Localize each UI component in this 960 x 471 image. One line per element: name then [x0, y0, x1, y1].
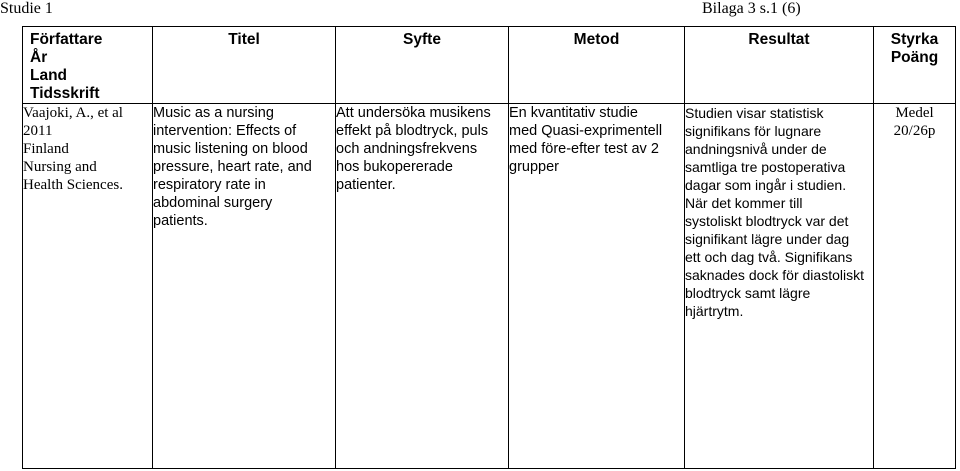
author-line: Vaajoki, A., et al [23, 105, 123, 121]
result-line: saknades dock för diastoliskt [685, 267, 864, 283]
method-line: En kvantitativ studie [509, 105, 638, 121]
purpose-line: hos bukopererade [336, 159, 453, 175]
journal-line: Health Sciences. [23, 177, 123, 193]
appendix-label: Bilaga 3 s.1 (6) [702, 0, 801, 17]
title-line: patients. [153, 213, 208, 229]
country-line: Finland [23, 141, 69, 157]
cell-method [509, 104, 685, 469]
method-line: grupper [509, 159, 559, 175]
title-line: Music as a nursing [153, 105, 274, 121]
purpose-line: och andningsfrekvens [336, 141, 478, 157]
title-line: abdominal surgery [153, 195, 273, 211]
year-line: 2011 [23, 123, 53, 139]
title-line: respiratory rate in [153, 177, 266, 193]
result-line: dagar som ingår i studien. [685, 177, 847, 193]
cell-purpose [336, 104, 509, 469]
header-score [874, 27, 956, 104]
purpose-line: patienter. [336, 177, 396, 193]
header-author-line: Författare [30, 31, 103, 48]
header-title: Titel [153, 27, 336, 104]
result-line: signifikant lägre under dag [685, 231, 850, 247]
title-line: pressure, heart rate, and [153, 159, 312, 175]
result-line: andningsnivå under de [685, 141, 827, 157]
header-year-line: År [30, 49, 48, 66]
score-points-line: 20/26p [893, 123, 936, 139]
table-row [23, 104, 956, 469]
cell-score [874, 104, 956, 469]
header-method: Metod [509, 27, 685, 104]
purpose-line: Att undersöka musikens [336, 105, 491, 121]
header-purpose: Syfte [336, 27, 509, 104]
result-line: systoliskt blodtryck var det [685, 213, 849, 229]
method-line: med före-efter test av 2 [509, 141, 659, 157]
result-line: När det kommer till [685, 195, 803, 211]
result-line: signifikans för lugnare [685, 123, 822, 139]
title-line: intervention: Effects of [153, 123, 297, 139]
header-journal-line: Tidsskrift [30, 85, 100, 102]
header-result: Resultat [685, 27, 874, 104]
result-line: hjärtrytm. [685, 303, 744, 319]
cell-result [685, 104, 874, 469]
study-label: Studie 1 [0, 0, 53, 17]
header-strength-line: Styrka [890, 31, 939, 48]
study-table [22, 26, 956, 469]
purpose-line: effekt på blodtryck, puls [336, 123, 489, 139]
score-quality-line: Medel [895, 105, 934, 121]
result-line: samtliga tre postoperativa [685, 159, 846, 175]
result-line: ett och dag två. Signifikans [685, 249, 853, 265]
cell-title [153, 104, 336, 469]
table-header-row [23, 27, 956, 104]
header-country-line: Land [30, 67, 68, 84]
method-line: med Quasi-exprimentell [509, 123, 663, 139]
header-points-line: Poäng [890, 49, 939, 66]
journal-line: Nursing and [23, 159, 97, 175]
result-line: blodtryck samt lägre [685, 285, 811, 301]
header-author [23, 27, 153, 104]
title-line: music listening on blood [153, 141, 308, 157]
result-line: Studien visar statistisk [685, 105, 824, 121]
cell-author [23, 104, 153, 469]
